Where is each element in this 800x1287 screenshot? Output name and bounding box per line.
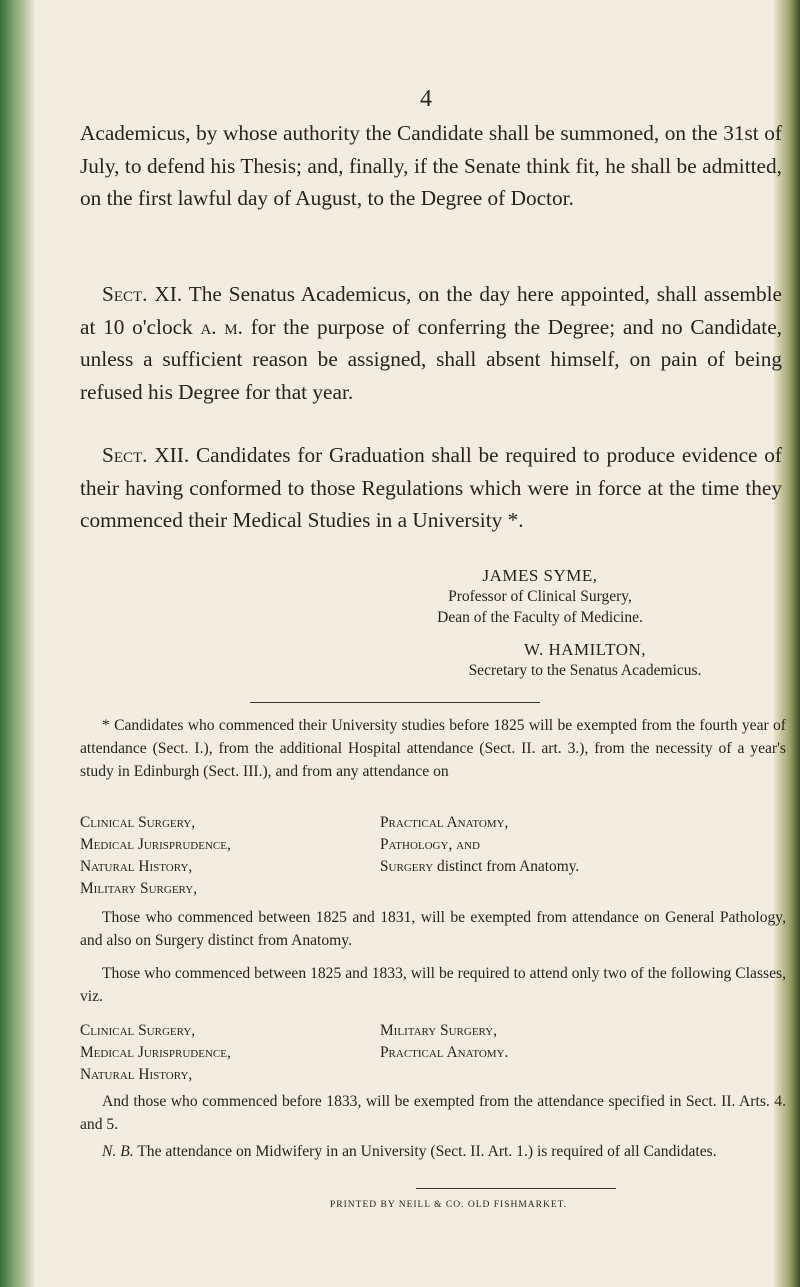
course-item: Medical Jurisprudence,	[80, 1044, 231, 1061]
course-item-note: distinct from Anatomy.	[437, 858, 580, 875]
page-number: 4	[420, 86, 432, 112]
nb-label: N. B.	[102, 1143, 134, 1160]
paragraph-text: Academicus, by whose authority the Candidate shall be summoned, on the 31st of July, to defend his Thesis; and, finally, if the Senate think fit, he shall be admitted, on the first lawful day of August, to the Degree of Doctor.	[80, 121, 782, 210]
course-item: Military Surgery,	[80, 880, 198, 897]
course-item: Practical Anatomy,	[380, 814, 509, 831]
signature-block-1	[380, 566, 700, 628]
course-item: Natural History,	[80, 858, 193, 875]
footnote-rule	[250, 702, 540, 703]
footnote-paragraph	[80, 906, 786, 952]
printer-imprint: PRINTED BY NEILL & CO. OLD FISHMARKET.	[330, 1200, 568, 1210]
footnote-paragraph	[80, 962, 786, 1008]
document-page	[80, 0, 786, 1287]
nb-text: The attendance on Midwifery in an University (Sect. II. Art. 1.) is required of all Candidates.	[137, 1143, 717, 1160]
signatory-title: Dean of the Faculty of Medicine.	[437, 609, 643, 626]
footnote-paragraph	[80, 1090, 786, 1136]
footnote-paragraph	[80, 714, 786, 784]
footnote-text: And those who commenced before 1833, will be exempted from the attendance specified in Sect. II. Arts. 4. and 5.	[80, 1093, 786, 1134]
section-12	[80, 439, 782, 537]
paragraph-continuation	[80, 117, 782, 215]
course-item: Medical Jurisprudence,	[80, 836, 231, 853]
section-12-label: Sect. XII.	[102, 443, 190, 467]
footnote-text: Those who commenced between 1825 and 1831, will be exempted from attendance on General Pathology, and also on Surgery distinct from Anatomy.	[80, 909, 786, 950]
signatory-title: Professor of Clinical Surgery,	[448, 588, 632, 605]
course-list-2	[80, 1020, 786, 1088]
section-11-text: The Senatus Academicus, on the day here appointed, shall assemble at 10 o'clock	[80, 282, 782, 339]
signature-block-2	[420, 640, 750, 681]
signatory-name: W. HAMILTON,	[523, 640, 647, 659]
footnote-text: Those who commenced between 1825 and 1833, will be required to attend only two of the following Classes, viz.	[80, 965, 786, 1006]
signatory-name: JAMES SYME,	[482, 566, 598, 585]
footnote-text: * Candidates who commenced their University studies before 1825 will be exempted from the fourth year of attendance (Sect. I.), from the additional Hospital attendance (Sect. II. art. 3.), from the necessity of a year's study in Edinburgh (Sect. III.), and from any attendance on	[80, 717, 786, 781]
section-11	[80, 278, 782, 408]
section-11-text-2: for the purpose of conferring the Degree; and no Candidate, unless a sufficient reason be assigned, shall absent himself, on pain of being refused his Degree for that year.	[80, 314, 782, 404]
binding-edge-left	[0, 0, 34, 1287]
course-item: Pathology, and	[380, 836, 480, 853]
course-item	[380, 856, 579, 878]
course-item: Practical Anatomy.	[380, 1044, 509, 1061]
nota-bene	[80, 1140, 786, 1163]
course-item: Clinical Surgery,	[80, 814, 196, 831]
signatory-title: Secretary to the Senatus Academicus.	[468, 662, 702, 679]
course-item: Military Surgery,	[380, 1022, 498, 1039]
course-item-name: Surgery	[380, 858, 434, 875]
course-item: Natural History,	[80, 1066, 193, 1083]
section-12-text: Candidates for Graduation shall be required to produce evidence of their having conformed to those Regulations which were in force at the time they commenced their Medical Studies in a University *.	[80, 443, 783, 532]
section-11-label: Sect. XI.	[102, 282, 183, 306]
printer-rule	[416, 1188, 616, 1189]
time-am: a. m.	[200, 314, 243, 339]
course-list-1	[80, 812, 786, 902]
course-item: Clinical Surgery,	[80, 1022, 196, 1039]
